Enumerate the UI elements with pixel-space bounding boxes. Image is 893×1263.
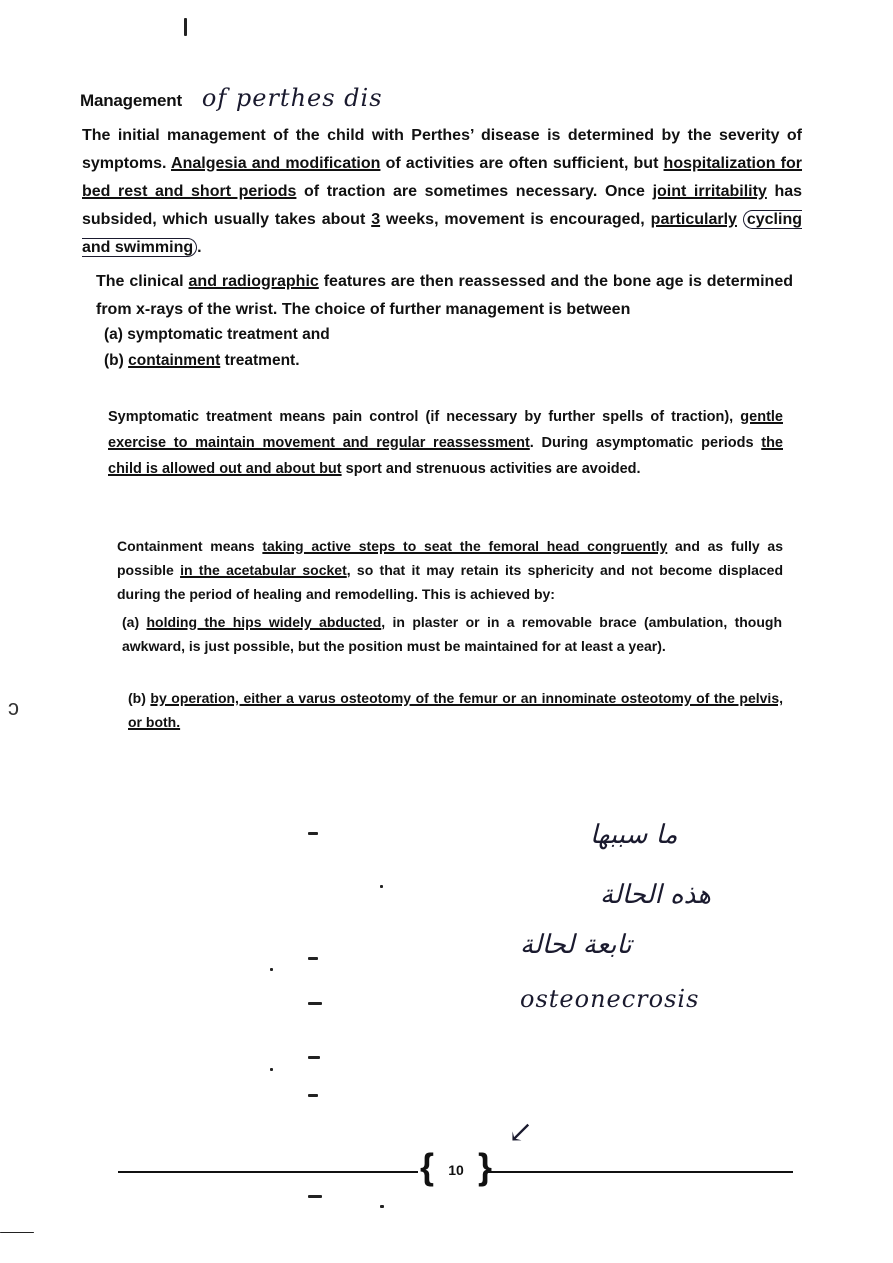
scan-speck [380,885,383,888]
page-number: 10 [448,1162,464,1178]
title-row [80,84,383,112]
handwritten-title: of perthes dis [201,84,383,112]
paragraph-initial-management: The initial management of the child with Perthes’ disease is determined by the severity of symptoms. Analgesia and modification of activities are often sufficient, but hospitalization for bed rest and short periods of traction are sometimes necessary. Once joint irritability has subsided, which usually takes about 3 weeks, movement is encouraged, particularly cycling and swimming . [82,127,803,256]
scan-speck [308,832,318,835]
scan-speck [308,1056,320,1059]
brace-left-icon: { [420,1146,435,1187]
paragraph-reassessment: The clinical and radiographic features are then reassessed and the bone age is determined from x-rays of the wrist. The choice of further management is between [96,273,793,318]
scan-speck [308,1094,318,1097]
arrow-icon: ↙ [508,1115,534,1150]
brace-right-icon: } [478,1146,493,1187]
paragraph-containment-a: (a) holding the hips widely abducted, in plaster or in a removable brace (ambulation, though awkward, is just possible, but the position must be maintained for at least a year). [122,614,783,654]
margin-scribble-icon: ↄ [8,695,19,720]
handwritten-note: هذه الحالة [600,880,711,910]
footer-rule-right [488,1171,793,1173]
handwritten-note: ما سببها [590,820,678,850]
circled-annotation: cycling and swimming [82,211,802,256]
handwritten-note: osteonecrosis [520,985,700,1013]
scan-speck [184,18,187,36]
paragraph-containment: Containment means taking active steps to seat the femoral head congruently and as fully as possible in the acetabular socket, so that it may retain its sphericity and not become displaced during the period of healing and remodelling. This is achieved by: [117,538,783,602]
paragraph-containment-b: (b) by operation, either a varus osteotomy of the femur or an innominate osteotomy of the pelvis, or both. [128,690,784,730]
section-heading: Management [80,91,182,110]
scan-speck [308,1002,322,1005]
footer-rule-left [118,1171,418,1173]
list-item-a: (a) symptomatic treatment and [104,326,330,343]
scan-speck [308,1195,322,1198]
scan-speck [380,1205,384,1208]
paragraph-symptomatic: Symptomatic treatment means pain control (if necessary by further spells of traction), gentle exercise to maintain movement and regular reassessment. During asymptomatic periods the child is allowed out and about but sport and strenuous activities are avoided. [108,409,783,477]
scan-speck [308,957,318,960]
handwritten-note: تابعة لحالة [520,930,632,960]
scan-speck [270,968,273,971]
list-item-b: (b) containment treatment. [104,352,300,369]
scan-speck [270,1068,273,1071]
scan-speck [0,1232,34,1233]
